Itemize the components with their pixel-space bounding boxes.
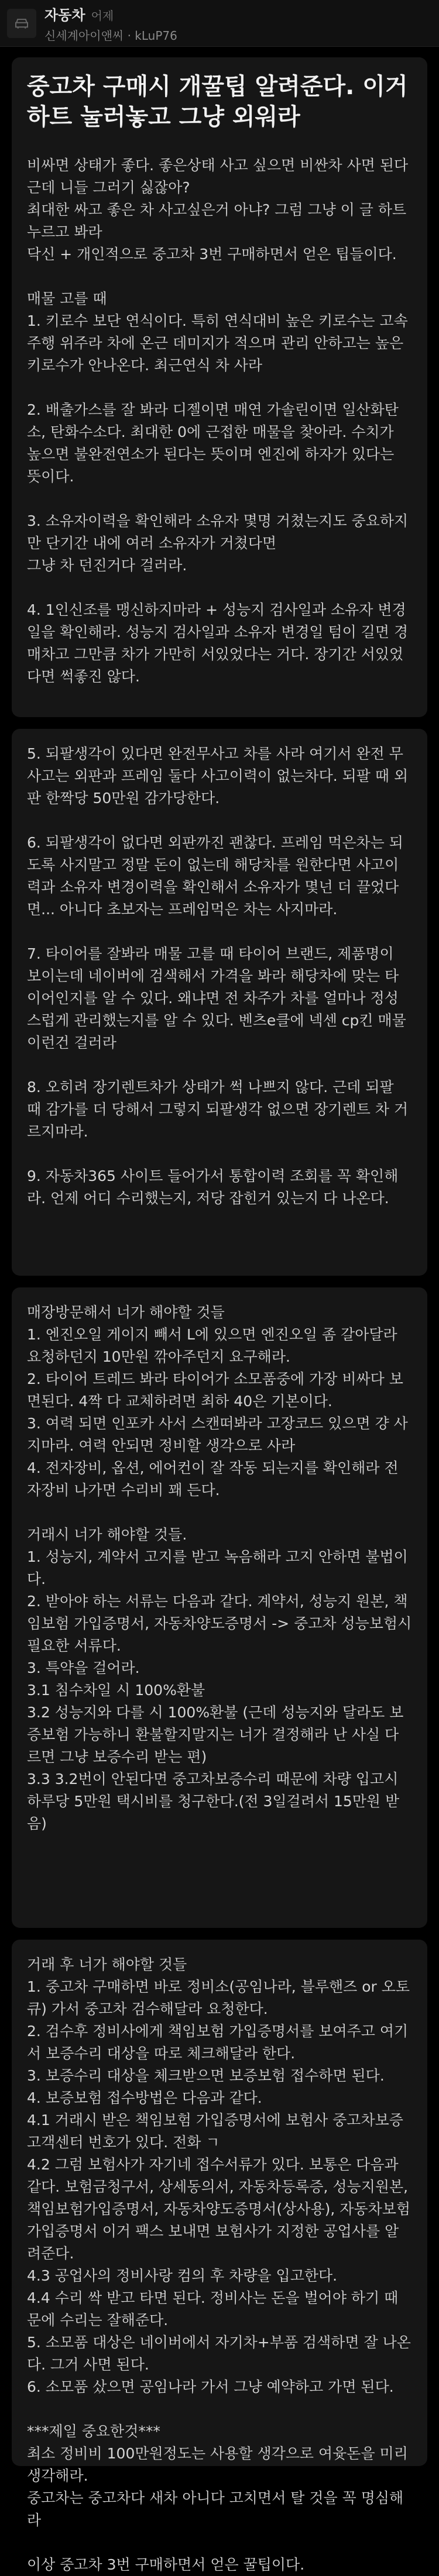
tip-7: 7. 타이어를 잘봐라 매물 고를 때 타이어 브랜드, 제품명이 보이는데 네이버에 검색해서 가격을 봐라 해당차에 맞는 타이어인지를 알 수 있다. 왜냐면 전 차주가 차를 얼마나 정성스럽게 관리했는지를 알 수 있다. 벤츠e클에 넥센 cp킨 매물 이런건 걸러라 [27, 945, 406, 1051]
content-card-4 [12, 1940, 427, 2573]
deal-tips: 1. 성능지, 계약서 고지를 받고 녹음해라 고지 안하면 불법이다. 2. 받아야 하는 서류는 다음과 같다. 계약서, 성능지 원본, 책임보험 가입증명서, 자동차양도증명서 -> 중고차 성능보험시 필요한 서류다. 3. 특약을 걸어라. 3.1 침수차일 시 100%환불 3.2 성능지와 다를 시 100%환불 (근데 성능지와 달라도 보증보험 가능하니 환불할지말지는 너가 결정해라 난 사실 다르면 그냥 보증수리 받는 편) 3.3 3.2번이 안된다면 중고차보증수리 때문에 차량 입고시 하루당 5만원 택시비를 청구한다.(전 3일걸려서 15만원 받음) [27, 1548, 412, 1832]
content-card-1 [12, 57, 427, 717]
notice-title: ***제일 중요한것*** [27, 2423, 160, 2440]
tip-5: 5. 되팔생각이 있다면 완전무사고 차를 사라 여기서 완전 무사고는 외판과 프레임 둘다 사고이력이 없는차다. 되팔 때 외판 한짝당 50만원 감가당한다. [27, 745, 409, 807]
tip-3: 3. 소유자이력을 확인해라 소유자 몇명 거쳤는지도 중요하지만 단기간 내에 여러 소유자가 거쳤다면 그냥 차 던진거다 걸러라. [27, 512, 409, 574]
section-title-choosing: 매물 고를 때 [27, 290, 107, 307]
post-meta [44, 4, 177, 43]
tip-9: 9. 자동차365 사이트 들어가서 통합이력 조회를 꼭 확인해라. 언제 어디 수리했는지, 저당 잡힌거 있는지 다 나온다. [27, 1168, 399, 1207]
visit-tips: 1. 엔진오일 게이지 빼서 L에 있으면 엔진오일 좀 갈아달라 요청하던지 10만원 깎아주던지 요구해라. 2. 타이어 트레드 봐라 타이어가 소모품중에 가장 비싸다 보면된다. 4짝 다 교체하려면 최하 40은 기본이다. 3. 여력 되면 인포카 사서 스캔떠봐라 고장코드 있으면 걍 사지마라. 여력 안되면 정비할 생각으로 사라 4. 전자장비, 옵션, 에어컨이 잘 작동 되는지를 확인해라 전자장비 나가면 수리비 꽤 든다. [27, 1326, 408, 1499]
content-card-2 [12, 729, 427, 1276]
car-icon [13, 15, 30, 32]
board-avatar[interactable] [7, 9, 36, 38]
tip-8: 8. 오히려 장기렌트차가 상태가 썩 나쁘지 않다. 근데 되팔 때 감가를 더 당해서 그렇지 되팔생각 없으면 장기렌트 차 거르지마라. [27, 1079, 409, 1140]
after-tips: 1. 중고차 구매하면 바로 정비소(공임나라, 블루핸즈 or 오토큐) 가서 중고차 검수해달라 요청한다. 2. 검수후 정비사에게 책임보험 가입증명서를 보여주고 여기서 보증수리 대상을 따로 체크해달라 한다. 3. 보증수리 대상을 체크받으면 보증보험 접수하면 된다. 4. 보증보험 접수방법은 다음과 같다. 4.1 거래시 받은 책임보험 가입증명서에 보험사 중고차보증 고객센터 번호가 있다. 전화 ㄱ 4.2 그럼 보험사가 자기네 접수서류가 있다. 보통은 다음과 같다. 보험금청구서, 상세동의서, 자동차등록증, 성능지원본, 책임보험가입증명서, 자동차양도증명서(상사용), 자동차보험 가입증명서 이거 팩스 보내면 보험사가 지정한 공업사를 알려준다. 4.3 공업사의 정비사랑 컴의 후 차량을 입고한다. 4.4 수리 싹 받고 타면 된다. 정비사는 돈을 벌어야 하기 때문에 수리는 잘해준다. 5. 소모품 대상은 네이버에서 자기차+부품 검색하면 잘 나온다. 그거 사면 된다. 6. 소모품 샀으면 공임나라 가서 그냥 예약하고 가면 된다. [27, 1978, 411, 2395]
tip-4: 4. 1인신조를 맹신하지마라 + 성능지 검사일과 소유자 변경일을 확인해라. 성능지 검사일과 소유자 변경일 텀이 길면 경매차고 그만큼 차가 가만히 서있었다는 거다. 장기간 서있었다면 썩좋진 않다. [27, 601, 409, 685]
section-title-after: 거래 후 너가 해야할 것들 [27, 1956, 187, 1973]
author-info[interactable]: 신세계아이앤씨 · kLuP76 [44, 28, 177, 43]
board-name[interactable]: 자동차 [44, 6, 85, 23]
post-time: 어제 [91, 8, 114, 23]
post-header [0, 0, 439, 47]
post-title: 중고차 구매시 개꿀팁 알려준다. 이거 하트 눌러놓고 그냥 외워라 [27, 73, 408, 130]
content-card-3 [12, 1287, 427, 1928]
notice-text: 최소 정비비 100만원정도는 사용할 생각으로 여윳돈을 미리 생각해라. 중고차는 중고차다 새차 아니다 고치면서 탈 것을 꼭 명심해라 [27, 2445, 408, 2529]
tip-1: 1. 키로수 보단 연식이다. 특히 연식대비 높은 키로수는 고속주행 위주라 차에 온근 데미지가 적으며 관리 안하고는 높은키로수가 안나온다. 최근연식 차 사라 [27, 312, 408, 374]
section-title-visit: 매장방문해서 너가 해야할 것들 [27, 1304, 225, 1321]
closing-text: 이상 중고차 3번 구매하면서 얻은 꿀팁이다. [27, 2556, 305, 2573]
tip-2: 2. 배출가스를 잘 봐라 디젤이면 매연 가솔린이면 일산화탄소, 탄화수소다. 최대한 0에 근접한 매물을 찾아라. 수치가 높으면 불완전연소가 된다는 뜻이며 엔진에 하자가 있다는 뜻이다. [27, 401, 399, 485]
post-intro: 비싸면 상태가 좋다. 좋은상태 사고 싶으면 비싼차 사면 된다 근데 니들 그러기 싫잖아? 최대한 싸고 좋은 차 사고싶은거 아냐? 그럼 그냥 이 글 하트 누르고 봐라 닥신 + 개인적으로 중고차 3번 구매하면서 얻은 팁들이다. [27, 157, 409, 263]
tip-6: 6. 되팔생각이 없다면 외판까진 괜찮다. 프레임 먹은차는 되도록 사지말고 정말 돈이 없는데 해당차를 원한다면 사고이력과 소유자 변경이력을 확인해서 소유자가 몇넌 더 끌었다면... 아니다 초보자는 프레임먹은 차는 사지마라. [27, 834, 403, 918]
section-title-deal: 거래시 너가 해야할 것들. [27, 1526, 187, 1543]
